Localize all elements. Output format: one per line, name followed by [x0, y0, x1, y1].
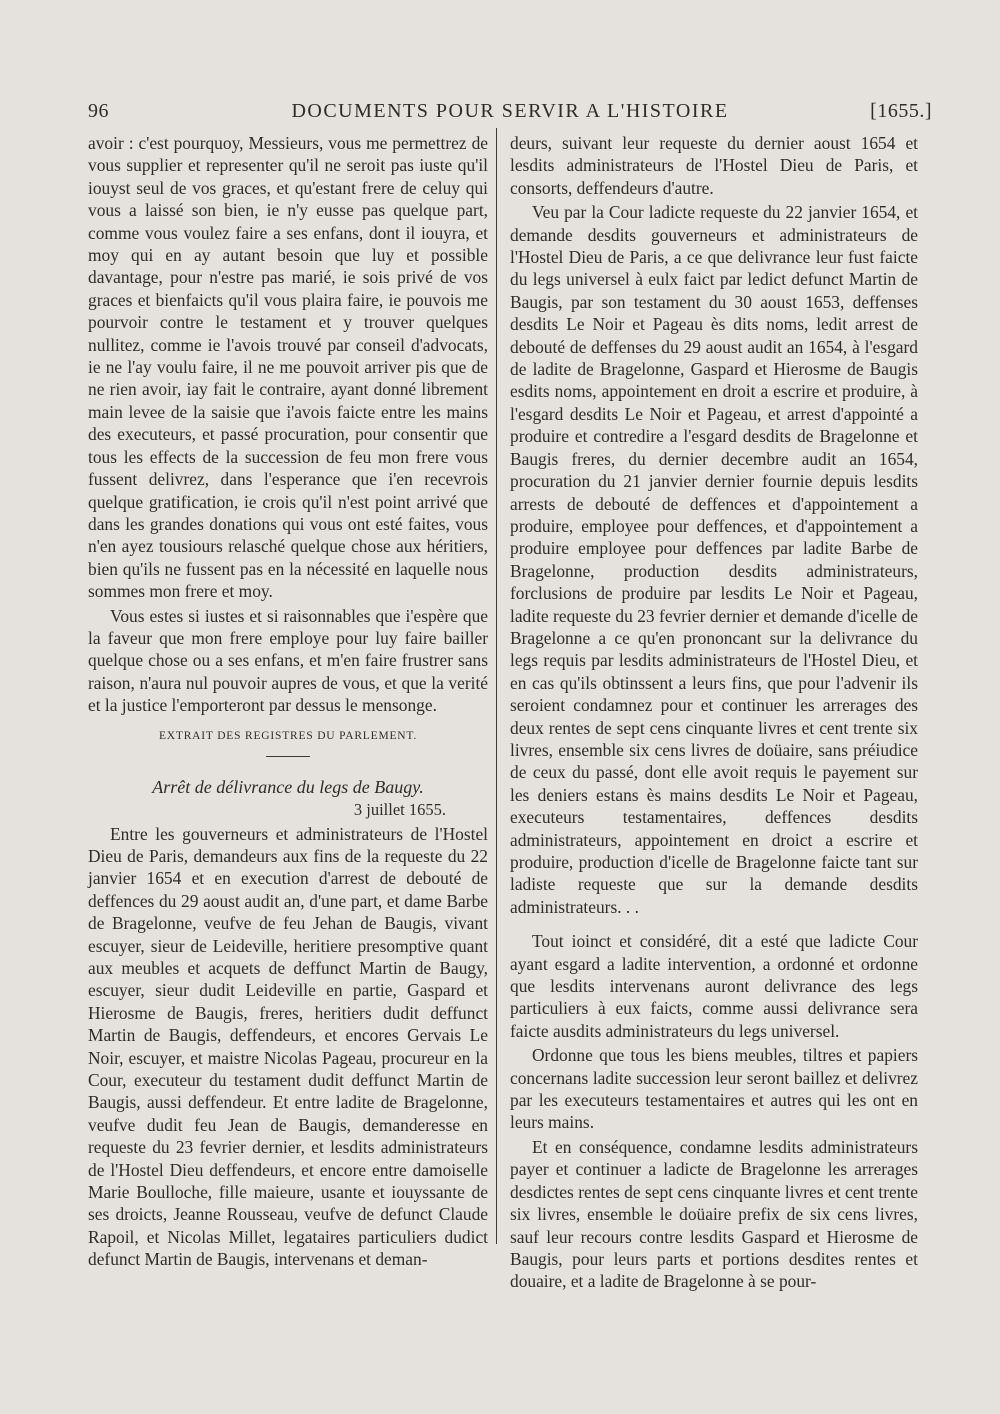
- decree-paragraph-3: Tout ioinct et considéré, dit a esté que ladicte Cour ayant esgard a ladite intervention, a ordonné et ordonne que lesdits intervenans auront delivrance des legs particuliers à eux faicts, comme aussi delivrance sera faicte ausdits administrateurs du legs universel.: [510, 931, 918, 1041]
- letter-paragraph-1: avoir : c'est pourquoy, Messieurs, vous me permettrez de vous supplier et representer qu'il ne seroit pas iuste qu'il iouyst seul de vos graces, et qu'estant frere de celuy qui vous a laissé son bien, ie n'y eusse pas quelque part, comme vous voulez faire a ses enfans, dont il iouyra, et moy qui en ay autant besoin que luy et possible davantage, pour n'estre pas marié, ie sois privé de vos graces et bienfaicts qu'il vous plaira faire, ie pouvois me pourvoir contre le testament et y trouver quelques nullitez, comme ie l'avois trouvé par conseil d'advocats, ie ne l'ay voulu faire, il ne me pouvoit arriver pis que de ne rien avoir, iay fait le contraire, ayant donné librement main levee de la saisie que i'avois faicte entre les mains des executeurs, et passé procuration, pour consentir que tous les effects de la succession de feu mon frere vous fussent delivrez, dans l'esperance que i'en recevrois quelque gratification, ie crois qu'il n'est point arrivé que dans les grandes donations qui vous ont esté faites, vous n'en ayez tousiours relasché quelque chose aux héritiers, bien qu'ils ne fussent pas en la nécessité en laquelle nous sommes mon frere et moy.: [88, 133, 488, 602]
- section-heading: EXTRAIT DES REGISTRES DU PARLEMENT.: [158, 729, 418, 742]
- column-rule: [496, 128, 497, 1244]
- decree-paragraph-2: Veu par la Cour ladicte requeste du 22 janvier 1654, et demande desdits gouverneurs et administrateurs de l'Hostel Dieu de Paris, a ce que delivrance leur fust faicte du legs universel à eulx faict par ledict defunct Martin de Baugis, par son testament du 30 aoust 1653, deffenses desdits Le Noir et Pageau ès dits noms, ledit arrest de debouté de deffenses du 29 aoust audit an 1654, à l'esgard de ladite de Bragelonne, Gaspard et Hierosme de Baugis esdits noms, appointement en droit a escrire et produire, à l'esgard desdits Le Noir et Pageau, et arrest d'appointé a produire et contredire a l'esgard desdits de Bragelonne et Baugis freres, du dernier decembre audit an 1654, procuration du 21 janvier dernier fournie depuis lesdits arrests de debouté de deffences et d'appointement a produire, employee pour deffences, et d'appointement a produire employee pour deffences par ladite Barbe de Bragelonne, production desdits administrateurs, forclusions de produire par lesdits Le Noir et Pageau, ladite requeste du 23 fevrier dernier et demande d'icelle de Bragelonne a ce qu'en prononcant sur la delivrance du legs requis par lesdits administrateurs de l'Hostel Dieu, et en cas qu'ils obtinssent a leurs fins, que pour l'advenir ils seroient condamnez pour et continuer les arrerages des deux rentes de sept cens cinquante livres et cent trente six livres, ensemble six cens livres de doüaire, sans préiudice de ceux du passé, dont elle avoit requis le payement sur les deniers estans ès mains desdits Le Noir et Pageau, executeurs testamentaires, deffences desdits administrateurs, appointement en droict a escrire et produire, production d'icelle de Bragelonne faicte tant sur ladiste requeste que sur la demande desdits administrateurs. . .: [510, 202, 918, 917]
- decree-date: 3 juillet 1655.: [353, 799, 446, 819]
- letter-paragraph-2: Vous estes si iustes et si raisonnables que i'espère que la faveur que mon frere employe pour luy faire bailler quelque chose ou a ses enfans, et m'en faire frustrer sans raison, n'aura nul pouvoir aupres de vous, et que la verité et la justice l'emporteront par dessus le mensonge.: [88, 605, 488, 716]
- decree-paragraph-continued: deurs, suivant leur requeste du dernier aoust 1654 et lesdits administrateurs de l'Hostel Dieu de Paris, et consorts, deffendeurs d'autre.: [510, 133, 918, 198]
- running-title: DOCUMENTS POUR SERVIR A L'HISTOIRE: [291, 100, 729, 122]
- page-number: 96: [88, 100, 109, 122]
- decree-paragraph-5: Et en conséquence, condamne lesdits administrateurs payer et continuer a ladicte de Bragelonne les arrerages desdictes rentes de sept cens cinquante livres et cent trente six livres, ensemble le doüaire prefix de six cens livres, sauf leur recours contre lesdits Gaspard et Hierosme de Baugis, pour leurs parts et portions desdites rentes et douaire, et a ladite de Bragelonne à se pour-: [510, 1136, 918, 1292]
- decree-paragraph-4: Ordonne que tous les biens meubles, tiltres et papiers concernans ladite succession leur seront baillez et delivrez par les executeurs testamentaires et autres qui les ont en leurs mains.: [510, 1045, 918, 1133]
- running-header: [88, 100, 932, 130]
- decree-paragraph-1: Entre les gouverneurs et administrateurs de l'Hostel Dieu de Paris, demandeurs aux fins de la requeste du 22 janvier 1654 et en execution d'arrest de debouté de deffences du 29 aoust audit an, d'une part, et dame Barbe de Bragelonne, veufve de feu Jehan de Baugis, vivant escuyer, sieur de Leideville, heritiere presomptive quant aux meubles et acquets de deffunct Martin de Baugy, escuyer, sieur dudit Leideville en partie, Gaspard et Hierosme de Baugis, freres, heritiers dudit deffunct Martin de Baugis, deffendeurs, et encores Gervais Le Noir, escuyer, et maistre Nicolas Pageau, procureur en la Cour, executeur du testament dudit deffunct Martin de Baugis, aussi deffendeur. Et entre ladite de Bragelonne, veufve dudit feu Jean de Baugis, demanderesse en requeste du 23 fevrier dernier, et lesdits administrateurs de l'Hostel Dieu deffendeurs, et encore entre damoiselle Marie Boulloche, fille maieure, usante et iouyssante de ses droicts, Jeanne Rousseau, veufve de defunct Claude Rapoil, et Nicolas Millet, legataires particuliers dudict defunct Martin de Baugis, intervenans et deman-: [88, 823, 488, 1270]
- right-column: [510, 132, 918, 1293]
- section-divider: [266, 756, 310, 757]
- left-column: [88, 132, 488, 1271]
- running-year: [1655.]: [870, 100, 932, 122]
- decree-title: Arrêt de délivrance du legs de Baugy.: [152, 776, 424, 797]
